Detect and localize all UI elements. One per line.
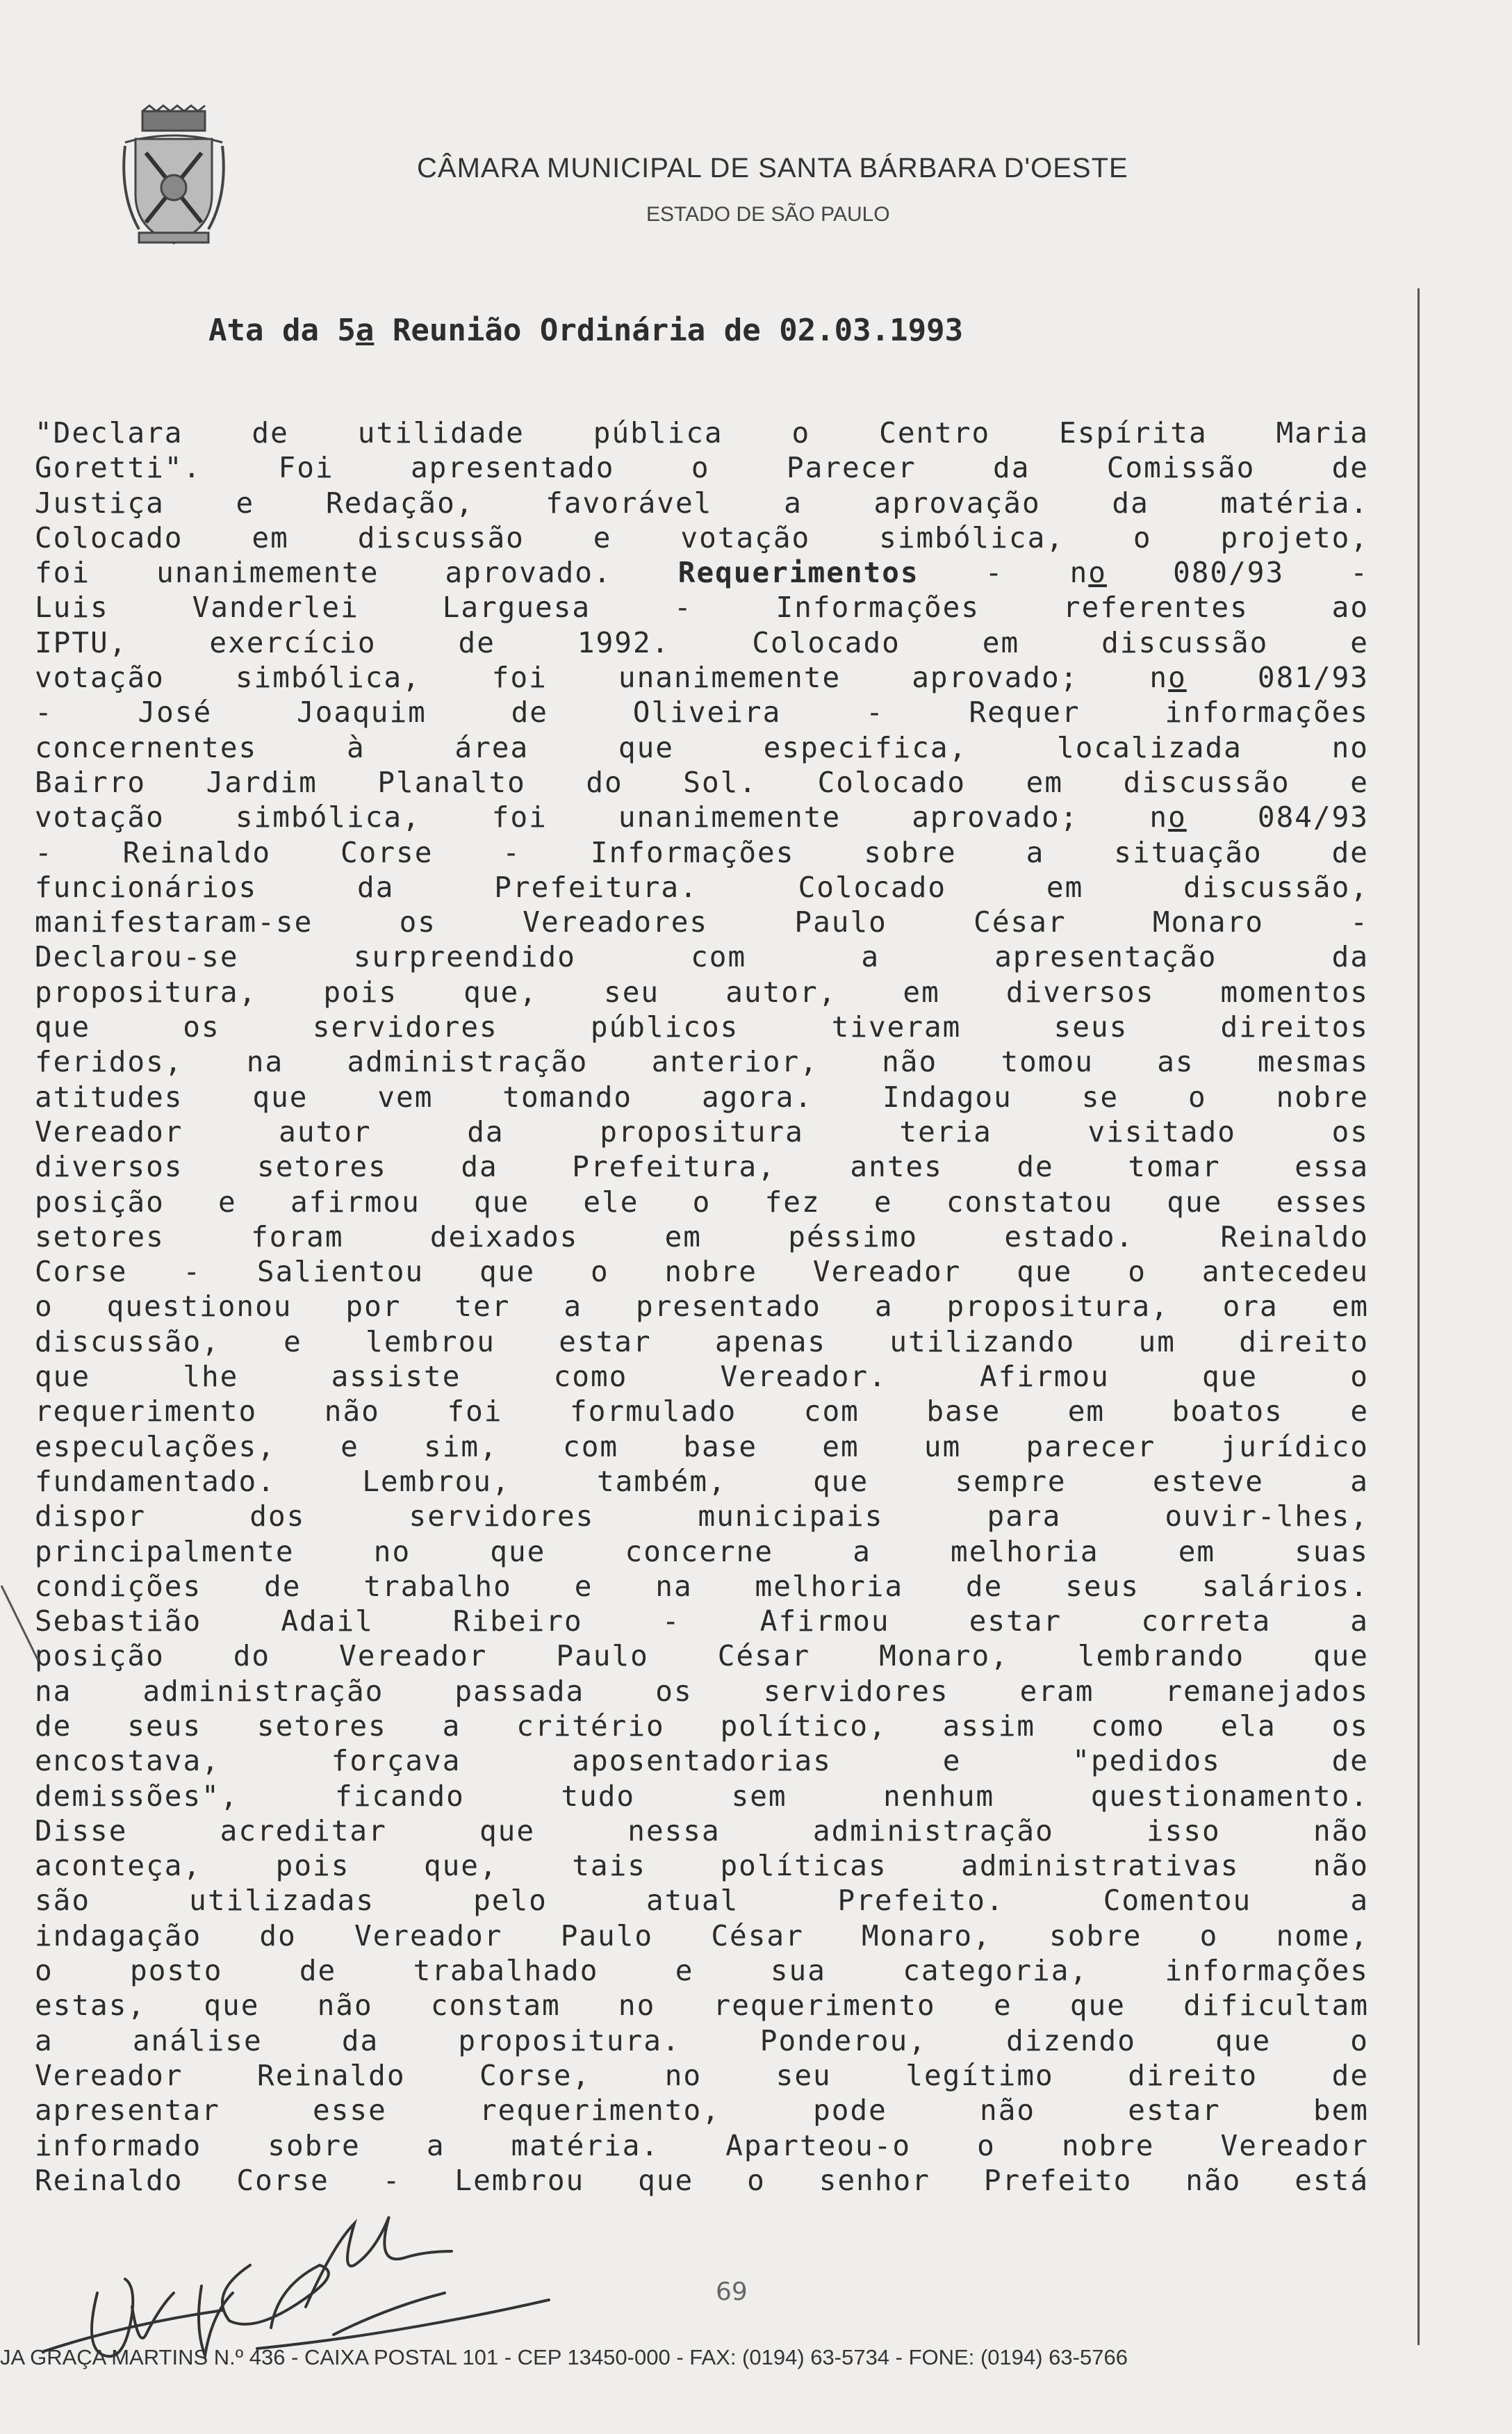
- body-line: principalmente no que concerne a melhoria em suas: [35, 1534, 1369, 1568]
- body-line: são utilizadas pelo atual Prefeito. Comentou a: [35, 1884, 1369, 1918]
- requerimentos-label: Requerimentos: [677, 556, 919, 590]
- body-line: Luis Vanderlei Larguesa - Informações referentes ao: [35, 591, 1369, 625]
- body-line: Bairro Jardim Planalto do Sol. Colocado em discussão e: [35, 765, 1369, 799]
- body-line: que os servidores públicos tiveram seus direitos: [35, 1010, 1369, 1044]
- body-line: especulações, e sim, com base em um parecer jurídico: [35, 1429, 1369, 1463]
- body-line: Justiça e Redação, favorável a aprovação da matéria.: [35, 486, 1369, 520]
- minutes-body: [35, 416, 1369, 2198]
- body-line: na administração passada os servidores eram remanejados: [35, 1674, 1369, 1708]
- body-line: discussão, e lembrou estar apenas utilizando um direito: [35, 1324, 1369, 1358]
- body-line: Sebastião Adail Ribeiro - Afirmou estar correta a: [35, 1604, 1369, 1638]
- body-line: aconteça, pois que, tais políticas administrativas não: [35, 1849, 1369, 1883]
- body-line: concernentes à área que especifica, localizada no: [35, 730, 1369, 764]
- body-line: informado sobre a matéria. Aparteou-o o nobre Vereador: [35, 2128, 1369, 2162]
- margin-stroke: [0, 1584, 42, 1668]
- body-line: demissões", ficando tudo sem nenhum questionamento.: [35, 1779, 1369, 1813]
- heading-prefix: Ata da 5: [208, 313, 356, 348]
- body-line: Declarou-se surpreendido com a apresentação da: [35, 940, 1369, 974]
- body-line: indagação do Vereador Paulo César Monaro, sobre o nome,: [35, 1918, 1369, 1952]
- line-part: 081/93: [1186, 661, 1369, 695]
- body-line: Disse acreditar que nessa administração isso não: [35, 1814, 1369, 1848]
- body-line: condições de trabalho e na melhoria de seus salários.: [35, 1569, 1369, 1603]
- body-line: de seus setores a critério político, assim como ela os: [35, 1709, 1369, 1743]
- body-line: fundamentado. Lembrou, também, que sempre esteve a: [35, 1464, 1369, 1498]
- body-line: encostava, forçava aposentadorias e "pedidos de: [35, 1744, 1369, 1778]
- body-line: posição e afirmou que ele o fez e constatou que esses: [35, 1185, 1369, 1219]
- line-part: votação simbólica, foi unanimemente aprovado; n: [35, 800, 1169, 834]
- body-line: Reinaldo Corse - Lembrou que o senhor Prefeito não está: [35, 2163, 1369, 2197]
- body-line: funcionários da Prefeitura. Colocado em discussão,: [35, 870, 1369, 904]
- heading-rest: Reunião Ordinária de 02.03.1993: [374, 313, 964, 348]
- line-part: votação simbólica, foi unanimemente aprovado; n: [35, 661, 1169, 695]
- body-line-req-084: [35, 800, 1369, 834]
- body-line: - José Joaquim de Oliveira - Requer informações: [35, 696, 1369, 730]
- body-line: estas, que não constam no requerimento e que dificultam: [35, 1989, 1369, 2023]
- body-line: feridos, na administração anterior, não tomou as mesmas: [35, 1045, 1369, 1079]
- minutes-heading: [208, 313, 1251, 348]
- body-line: o questionou por ter a presentado a propositura, ora em: [35, 1290, 1369, 1324]
- ordinal-mark: o: [1168, 800, 1187, 834]
- heading-ordinal: a: [355, 313, 375, 348]
- line-part: 080/93 -: [1106, 556, 1369, 590]
- body-line: diversos setores da Prefeitura, antes de tomar essa: [35, 1150, 1369, 1184]
- body-line: posição do Vereador Paulo César Monaro, lembrando que: [35, 1639, 1369, 1673]
- ordinal-mark: o: [1088, 556, 1107, 590]
- body-line: atitudes que vem tomando agora. Indagou se o nobre: [35, 1080, 1369, 1114]
- body-line: manifestaram-se os Vereadores Paulo César Monaro -: [35, 905, 1369, 939]
- body-line: requerimento não foi formulado com base em boatos e: [35, 1395, 1369, 1429]
- margin-line: [1418, 288, 1420, 2345]
- body-line: Corse - Salientou que o nobre Vereador que o antecedeu: [35, 1255, 1369, 1289]
- page-number: 69: [716, 2278, 748, 2306]
- body-line-requerimentos: [35, 555, 1369, 590]
- body-line: dispor dos servidores municipais para ouvir-lhes,: [35, 1499, 1369, 1533]
- body-line: Vereador autor da propositura teria visitado os: [35, 1115, 1369, 1149]
- body-line: apresentar esse requerimento, pode não estar bem: [35, 2094, 1369, 2128]
- body-line: Colocado em discussão e votação simbólica, o projeto,: [35, 520, 1369, 554]
- line-part: - n: [919, 556, 1089, 590]
- ordinal-mark: o: [1168, 661, 1187, 695]
- body-line: a análise da propositura. Ponderou, dizendo que o: [35, 2023, 1369, 2057]
- body-line: que lhe assiste como Vereador. Afirmou que o: [35, 1360, 1369, 1394]
- line-part: foi unanimemente aprovado.: [35, 556, 678, 590]
- body-line: Vereador Reinaldo Corse, no seu legítimo direito de: [35, 2058, 1369, 2092]
- line-part: 084/93: [1186, 800, 1369, 834]
- body-line-req-081: [35, 660, 1369, 695]
- body-line: setores foram deixados em péssimo estado. Reinaldo: [35, 1219, 1369, 1253]
- body-line: o posto de trabalhado e sua categoria, informações: [35, 1954, 1369, 1988]
- body-line: Goretti". Foi apresentado o Parecer da Comissão de: [35, 451, 1369, 485]
- letterhead-title: CÂMARA MUNICIPAL DE SANTA BÁRBARA D'OESTE: [417, 153, 1128, 183]
- body-line: IPTU, exercício de 1992. Colocado em discussão e: [35, 625, 1369, 659]
- coat-of-arms-icon: [118, 104, 229, 254]
- body-line: - Reinaldo Corse - Informações sobre a situação de: [35, 835, 1369, 869]
- footer-address: JA GRAÇA MARTINS N.º 436 - CAIXA POSTAL 101 - CEP 13450-000 - FAX: (0194) 63-5734 - FONE: (0194) 63-5766: [0, 2345, 1128, 2369]
- body-line: "Declara de utilidade pública o Centro Espírita Maria: [35, 416, 1369, 450]
- letterhead-subtitle: ESTADO DE SÃO PAULO: [646, 203, 890, 226]
- body-line: propositura, pois que, seu autor, em diversos momentos: [35, 975, 1369, 1009]
- signatures: [42, 2203, 570, 2362]
